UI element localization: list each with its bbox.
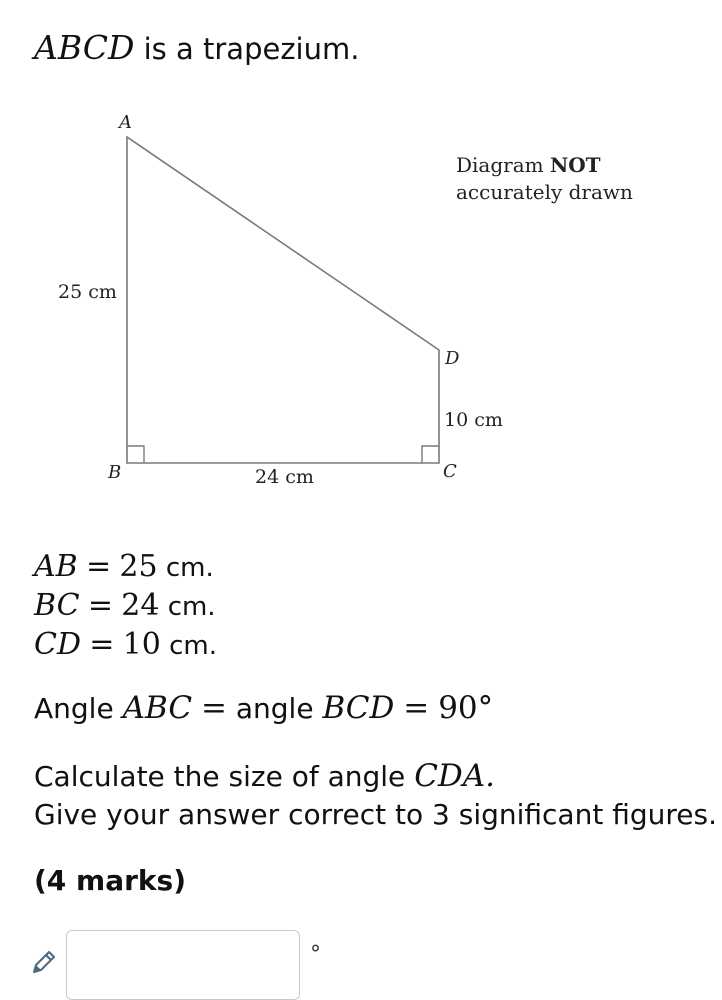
angle-word1: Angle <box>34 692 114 725</box>
angle-statement <box>34 690 493 726</box>
equation-bc <box>34 587 217 626</box>
equation-ab <box>34 548 217 587</box>
intro-statement <box>34 28 359 67</box>
equation-bc-value: 24 <box>121 588 160 623</box>
side-label-CD: 10 cm <box>444 409 503 431</box>
trapezium-svg <box>0 100 722 500</box>
equation-ab-value: 25 <box>119 549 158 584</box>
pencil-icon <box>28 946 60 978</box>
equation-ab-op: = <box>85 549 112 584</box>
question-line2: Give your answer correct to 3 significant figures. <box>34 798 717 831</box>
angle-math1: ABC <box>122 690 193 726</box>
angle-eq1: = <box>200 690 227 726</box>
equation-bc-op: = <box>87 588 113 623</box>
angle-value: 90° <box>438 690 494 726</box>
angle-math2: BCD <box>322 690 395 726</box>
marks-label: (4 marks) <box>34 864 186 897</box>
equation-cd-unit: cm. <box>169 631 218 661</box>
intro-math: ABCD <box>34 28 135 67</box>
equation-bc-unit: cm. <box>167 592 216 622</box>
vertex-label-D: D <box>445 348 460 369</box>
intro-text: is a trapezium. <box>143 32 360 66</box>
vertex-label-C: C <box>443 461 457 482</box>
angle-eq2: = <box>403 690 430 726</box>
question-line1-math: CDA. <box>414 758 496 794</box>
equation-cd-op: = <box>89 627 115 662</box>
vertex-label-B: B <box>108 462 122 483</box>
side-label-BC: 24 cm <box>255 466 314 488</box>
equation-cd <box>34 626 217 665</box>
diagram-note-prefix: Diagram <box>456 153 550 177</box>
diagram-note-bold: NOT <box>549 153 601 177</box>
equation-cd-lhs: CD <box>34 627 82 662</box>
question-line1-text: Calculate the size of angle <box>34 760 406 793</box>
degree-unit: ° <box>310 942 321 967</box>
right-angle-B <box>127 446 144 463</box>
question-line1 <box>34 757 717 796</box>
equation-ab-unit: cm. <box>165 553 214 583</box>
vertex-label-A: A <box>119 112 132 133</box>
side-label-AB: 25 cm <box>58 281 117 303</box>
diagram-note-line2: accurately drawn <box>456 180 633 204</box>
equation-bc-lhs: BC <box>34 588 80 623</box>
equation-cd-value: 10 <box>122 627 161 662</box>
trapezium-shape <box>127 137 439 463</box>
right-angle-C <box>422 446 439 463</box>
angle-word2: angle <box>235 692 314 725</box>
given-lengths <box>34 548 217 665</box>
answer-row <box>28 930 348 994</box>
question-text <box>34 757 717 834</box>
answer-input[interactable] <box>66 930 300 1000</box>
trapezium-diagram <box>0 100 722 500</box>
equation-ab-lhs: AB <box>34 549 78 584</box>
diagram-note-line1 <box>456 153 601 177</box>
